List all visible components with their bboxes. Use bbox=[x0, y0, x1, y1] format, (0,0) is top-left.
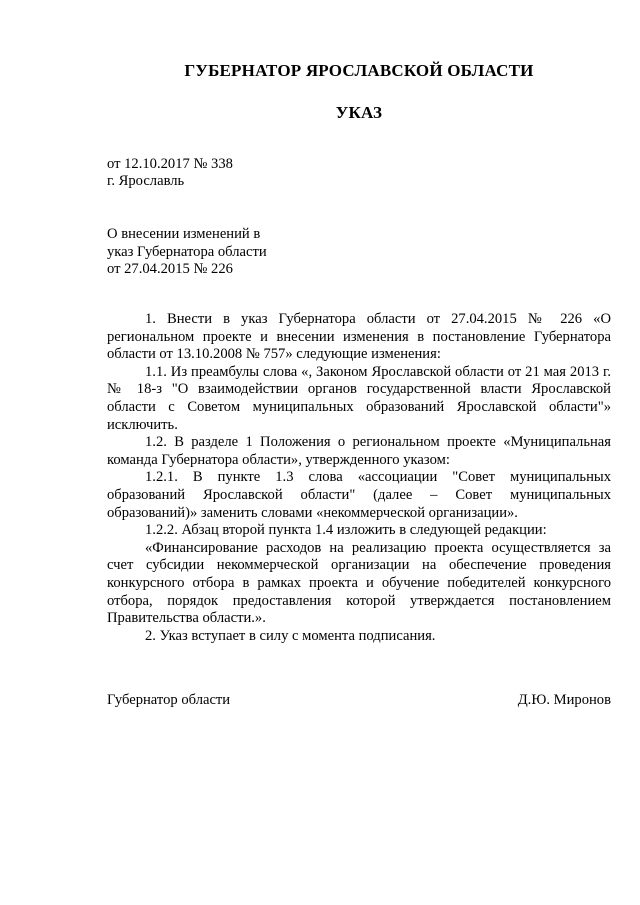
document-meta bbox=[107, 156, 233, 190]
document-type-heading: УКАЗ bbox=[335, 103, 383, 122]
document-subject bbox=[107, 226, 267, 279]
document-body bbox=[107, 311, 611, 645]
body-paragraph: 1.1. Из преамбулы слова «, Законом Ярославской области от 21 мая 2013 г. № 18-з "О взаимодействии органов государственной власти Ярославской области с Советом муниципальных образований Ярославской области"» исключить. bbox=[107, 363, 611, 433]
city: г. Ярославль bbox=[107, 173, 185, 189]
subject-line: от 27.04.2015 № 226 bbox=[107, 261, 233, 277]
signatory-position: Губернатор области bbox=[107, 692, 231, 708]
subject-line: указ Губернатора области bbox=[107, 243, 267, 260]
body-paragraph: 1. Внести в указ Губернатора области от 27.04.2015 № 226 «О региональном проекте и внесении изменения в постановление Губернатора области от 13.10.2008 № 757» следующие изменения: bbox=[107, 311, 611, 363]
body-paragraph: «Финансирование расходов на реализацию проекта осуществляется за счет субсидии некоммерческой организации на обеспечение проведения конкурсного отбора в рамках проекта и обучение победителей конкурсного отбора, порядок предоставления которой утверждается постановлением Правительства области.». bbox=[107, 539, 611, 627]
body-paragraph: 1.2.1. В пункте 1.3 слова «ассоциации "Совет муниципальных образований Ярославской области" (далее – Совет муниципальных образований)» заменить словами «некоммерческой организации». bbox=[107, 469, 611, 521]
subject-line: О внесении изменений в bbox=[107, 226, 261, 242]
signature-block bbox=[107, 692, 611, 709]
date-number: от 12.10.2017 № 338 bbox=[107, 156, 233, 172]
issuer-heading: ГУБЕРНАТОР ЯРОСЛАВСКОЙ ОБЛАСТИ bbox=[184, 61, 534, 80]
body-paragraph: 1.2.2. Абзац второй пункта 1.4 изложить в следующей редакции: bbox=[145, 522, 547, 539]
body-paragraph: 2. Указ вступает в силу с момента подписания. bbox=[145, 627, 436, 644]
signatory-name: Д.Ю. Миронов bbox=[517, 692, 611, 708]
body-paragraph: 1.2. В разделе 1 Положения о региональном проекте «Муниципальная команда Губернатора области», утвержденного указом: bbox=[107, 434, 611, 468]
